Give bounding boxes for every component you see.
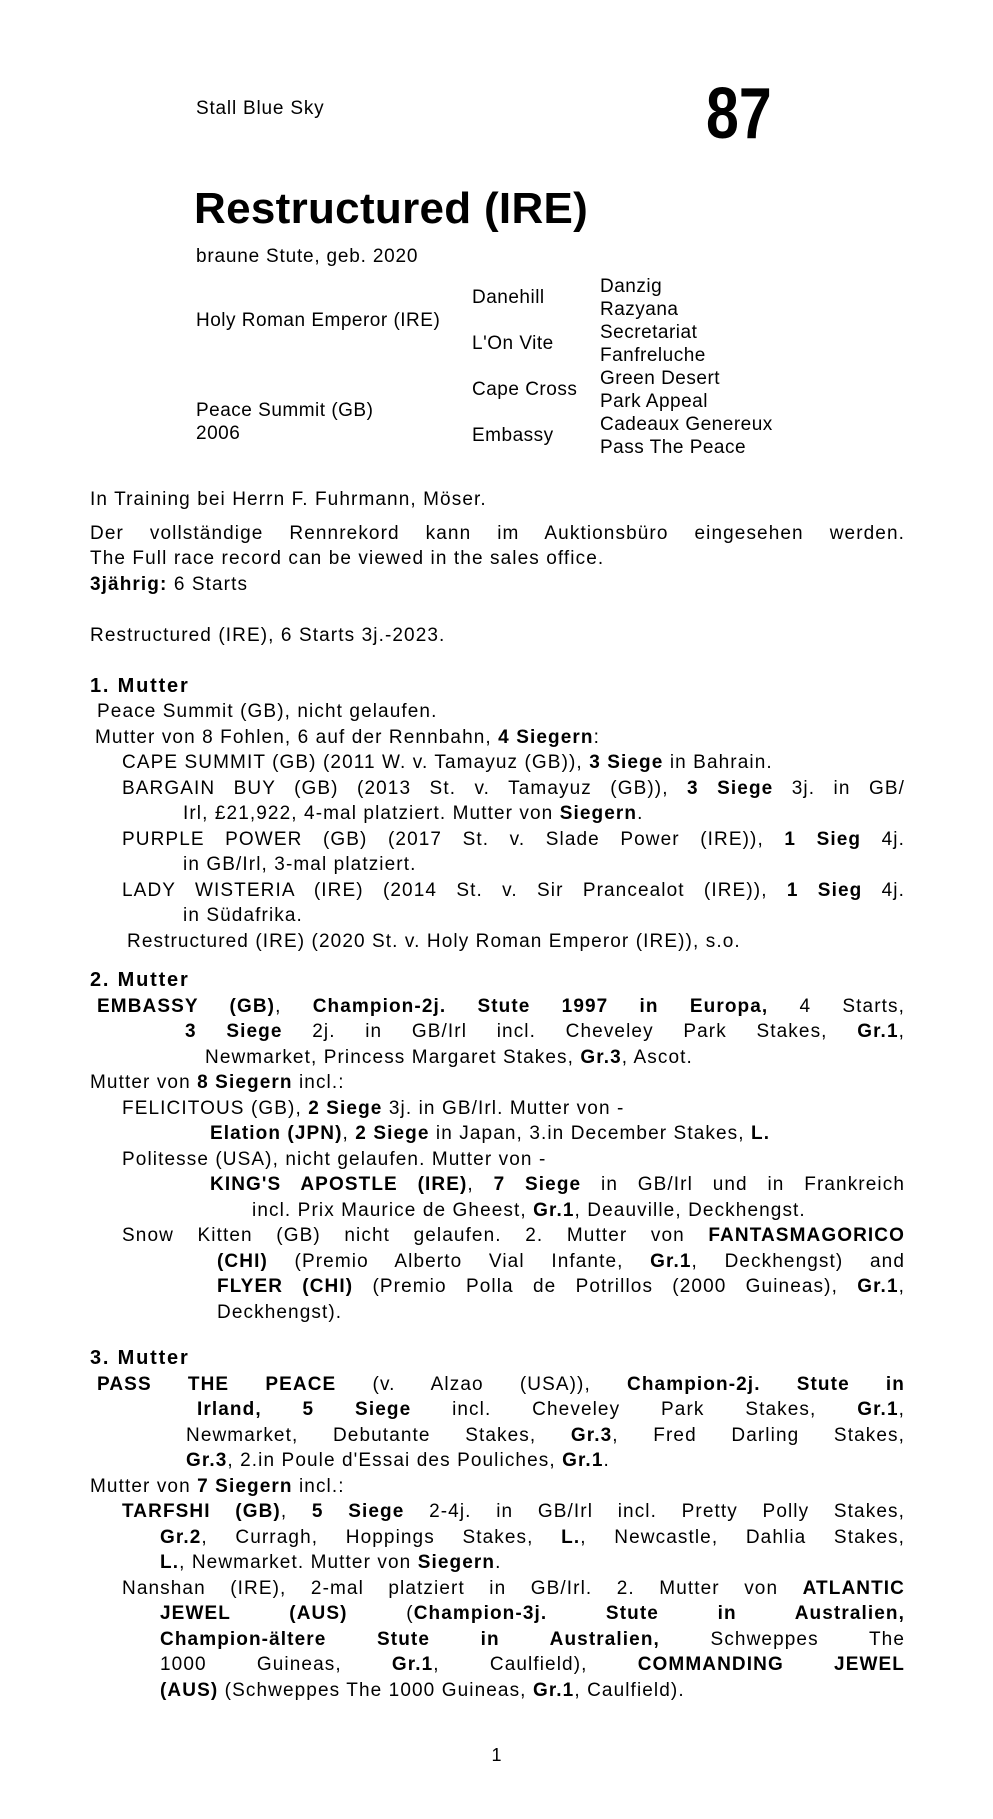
text-line: FELICITOUS (GB), 2 Siege 3j. in GB/Irl. Mutter von - [122,1097,625,1119]
text-line: The Full race record can be viewed in the sales office. [90,548,605,569]
text-line: Newmarket, Debutante Stakes, Gr.3, Fred Darling Stakes, [186,1424,905,1446]
pedigree-dam [196,376,472,468]
pedigree-great-grandparent: Cadeaux Genereux [600,414,773,435]
text-line: Newmarket, Princess Margaret Stakes, Gr.3, Ascot. [205,1046,693,1068]
pedigree-dam-name: Peace Summit (GB) [196,400,374,421]
section-heading: 3. Mutter [90,1347,190,1369]
text-line: Snow Kitten (GB) nicht gelaufen. 2. Mutter von FANTASMAGORICO [122,1225,905,1246]
text-line: Mutter von 8 Fohlen, 6 auf der Rennbahn, 4 Siegern: [95,726,600,748]
text-line: incl. Prix Maurice de Gheest, Gr.1, Deauville, Deckhengst. [252,1199,806,1221]
pedigree-great-grandparent: Fanfreluche [600,345,706,366]
text-line: Nanshan (IRE), 2-mal platziert in GB/Irl. 2. Mutter von ATLANTIC [122,1577,905,1599]
text-line: LADY WISTERIA (IRE) (2014 St. v. Sir Prancealot (IRE)), 1 Sieg 4j. [122,879,905,901]
pedigree-great-grandparent: Razyana [600,299,679,320]
horse-description: braune Stute, geb. 2020 [196,246,419,267]
section-heading: 2. Mutter [90,969,190,991]
pedigree-sire: Holy Roman Emperor (IRE) [196,310,441,331]
text-line: Restructured (IRE) (2020 St. v. Holy Roman Emperor (IRE)), s.o. [127,930,741,952]
text-line: 3jährig: 6 Starts [90,573,249,595]
horse-name-title: Restructured (IRE) [194,184,589,233]
text-line: Mutter von 8 Siegern incl.: [90,1072,345,1093]
pedigree-great-grandparent: Danzig [600,276,663,297]
pedigree-grandparent: L'On Vite [472,333,554,354]
pedigree-great-grandparent: Green Desert [600,368,721,389]
text-line: Irl, £21,922, 4-mal platziert. Mutter von Siegern. [183,803,644,824]
text-line: 1000 Guineas, Gr.1, Caulfield), COMMANDING JEWEL [160,1654,905,1675]
text-line: L., Newmarket. Mutter von Siegern. [160,1552,502,1573]
text-line: KING'S APOSTLE (IRE), 7 Siege in GB/Irl und in Frankreich [210,1174,905,1195]
text-line: PASS THE PEACE (v. Alzao (USA)), Champion-2j. Stute in [97,1373,905,1395]
pedigree-great-grandparent: Park Appeal [600,391,708,412]
text-line: 3 Siege 2j. in GB/Irl incl. Cheveley Park Stakes, Gr.1, [185,1021,905,1042]
text-line: BARGAIN BUY (GB) (2013 St. v. Tamayuz (GB)), 3 Siege 3j. in GB/ [122,777,906,799]
text-line: CAPE SUMMIT (GB) (2011 W. v. Tamayuz (GB)), 3 Siege in Bahrain. [122,752,773,773]
text-line: Der vollständige Rennrekord kann im Auktionsbüro eingesehen werden. [90,522,905,544]
pedigree-grandparent: Embassy [472,425,554,446]
text-line: PURPLE POWER (GB) (2017 St. v. Slade Power (IRE)), 1 Sieg 4j. [122,828,905,850]
text-line: (AUS) (Schweppes The 1000 Guineas, Gr.1, Caulfield). [160,1679,685,1701]
text-line: Restructured (IRE), 6 Starts 3j.-2023. [90,625,446,646]
text-line: Irland, 5 Siege incl. Cheveley Park Stakes, Gr.1, [197,1399,905,1420]
section-heading: 1. Mutter [90,674,190,697]
pedigree-great-grandparent: Pass The Peace [600,437,747,458]
consignor-name: Stall Blue Sky [196,98,325,119]
pedigree-grandparent: Danehill [472,287,545,308]
lot-number: 87 [706,74,772,154]
text-line: Deckhengst). [217,1301,343,1323]
pedigree-dam-year: 2006 [196,423,241,444]
text-line: in GB/Irl, 3-mal platziert. [183,854,417,875]
text-line: Gr.2, Curragh, Hoppings Stakes, L., Newcastle, Dahlia Stakes, [160,1526,906,1548]
text-line: Mutter von 7 Siegern incl.: [90,1475,345,1497]
body-text [0,487,993,1703]
text-line: (CHI) (Premio Alberto Vial Infante, Gr.1, Deckhengst) and [217,1250,905,1272]
text-line: JEWEL (AUS) (Champion-3j. Stute in Australien, [160,1603,905,1624]
text-line: Gr.3, 2.in Poule d'Essai des Pouliches, Gr.1. [186,1450,610,1471]
text-line: Peace Summit (GB), nicht gelaufen. [97,701,438,722]
pedigree-great-grandparent: Secretariat [600,322,698,343]
text-line: TARFSHI (GB), 5 Siege 2-4j. in GB/Irl incl. Pretty Polly Stakes, [122,1501,905,1522]
page-number: 1 [491,1745,502,1765]
text-line: in Südafrika. [183,905,303,926]
text-line: Politesse (USA), nicht gelaufen. Mutter von - [122,1148,547,1170]
text-line: Champion-ältere Stute in Australien, Schweppes The [160,1628,905,1650]
pedigree-grandparent: Cape Cross [472,379,578,400]
text-line: FLYER (CHI) (Premio Polla de Potrillos (2000 Guineas), Gr.1, [217,1276,905,1297]
text-line: Elation (JPN), 2 Siege in Japan, 3.in December Stakes, L. [210,1123,771,1144]
text-line: In Training bei Herrn F. Fuhrmann, Möser. [90,489,487,510]
text-line: EMBASSY (GB), Champion-2j. Stute 1997 in Europa, 4 Starts, [97,995,906,1017]
pedigree-table [196,275,905,459]
